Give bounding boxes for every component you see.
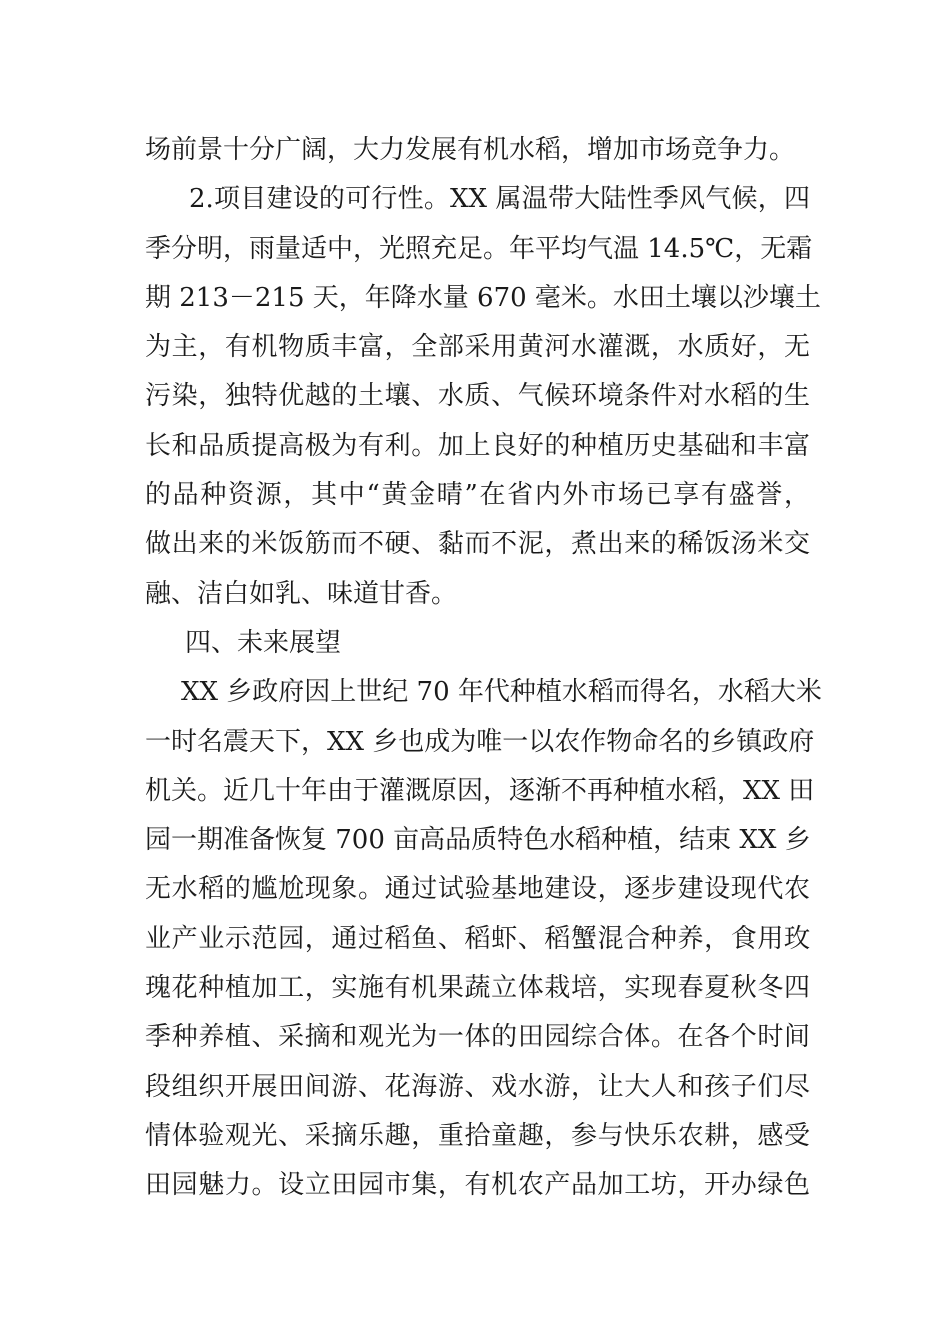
text-line: 园一期准备恢复 700 亩高品质特色水稻种植，结束 XX 乡 — [145, 825, 811, 856]
text-line: 融、洁白如乳、味道甘香。 — [145, 578, 458, 609]
text-line: 段组织开展田间游、花海游、戏水游，让大人和孩子们尽 — [145, 1071, 810, 1102]
text-line: 期 213－215 天，年降水量 670 毫米。水田土壤以沙壤土 — [145, 282, 821, 313]
text-line: 业产业示范园，通过稻鱼、稻虾、稻蟹混合种养，食用玫 — [145, 923, 810, 954]
text-line: 的品种资源，其中“黄金晴”在省内外市场已享有盛誉， — [145, 480, 810, 511]
text-line: 无水稻的尴尬现象。通过试验基地建设，逐步建设现代农 — [145, 874, 810, 905]
text-line: 田园魅力。设立田园市集，有机农产品加工坊，开办绿色 — [145, 1170, 810, 1201]
text-line: 季种养植、采摘和观光为一体的田园综合体。在各个时间 — [145, 1022, 810, 1053]
text-line: 为主，有机物质丰富，全部采用黄河水灌溉，水质好，无 — [145, 332, 810, 363]
section-heading: 四、未来展望 — [185, 627, 342, 658]
body-text — [145, 126, 822, 1211]
text-line: 长和品质提高极为有利。加上良好的种植历史基础和丰富 — [145, 430, 810, 461]
text-line: 机关。近几十年由于灌溉原因，逐渐不再种植水稻，XX 田 — [145, 775, 815, 806]
text-line: 做出来的米饭筋而不硬、黏而不泥，煮出来的稀饭汤米交 — [145, 529, 810, 560]
text-line: 场前景十分广阔，大力发展有机水稻，增加市场竞争力。 — [145, 135, 796, 165]
text-line: 瑰花种植加工，实施有机果蔬立体栽培，实现春夏秋冬四 — [145, 973, 810, 1004]
text-line: 季分明，雨量适中，光照充足。年平均气温 14.5℃，无霜 — [145, 233, 813, 264]
text-line: 一时名震天下，XX 乡也成为唯一以农作物命名的乡镇政府 — [145, 726, 815, 757]
text-line: XX 乡政府因上世纪 70 年代种植水稻而得名，水稻大米 — [181, 677, 822, 708]
text-line: 情体验观光、采摘乐趣，重拾童趣，参与快乐农耕，感受 — [145, 1120, 810, 1151]
text-line: 2.项目建设的可行性。XX 属温带大陆性季风气候，四 — [189, 184, 810, 215]
text-line: 污染，独特优越的土壤、水质、气候环境条件对水稻的生 — [145, 381, 810, 412]
